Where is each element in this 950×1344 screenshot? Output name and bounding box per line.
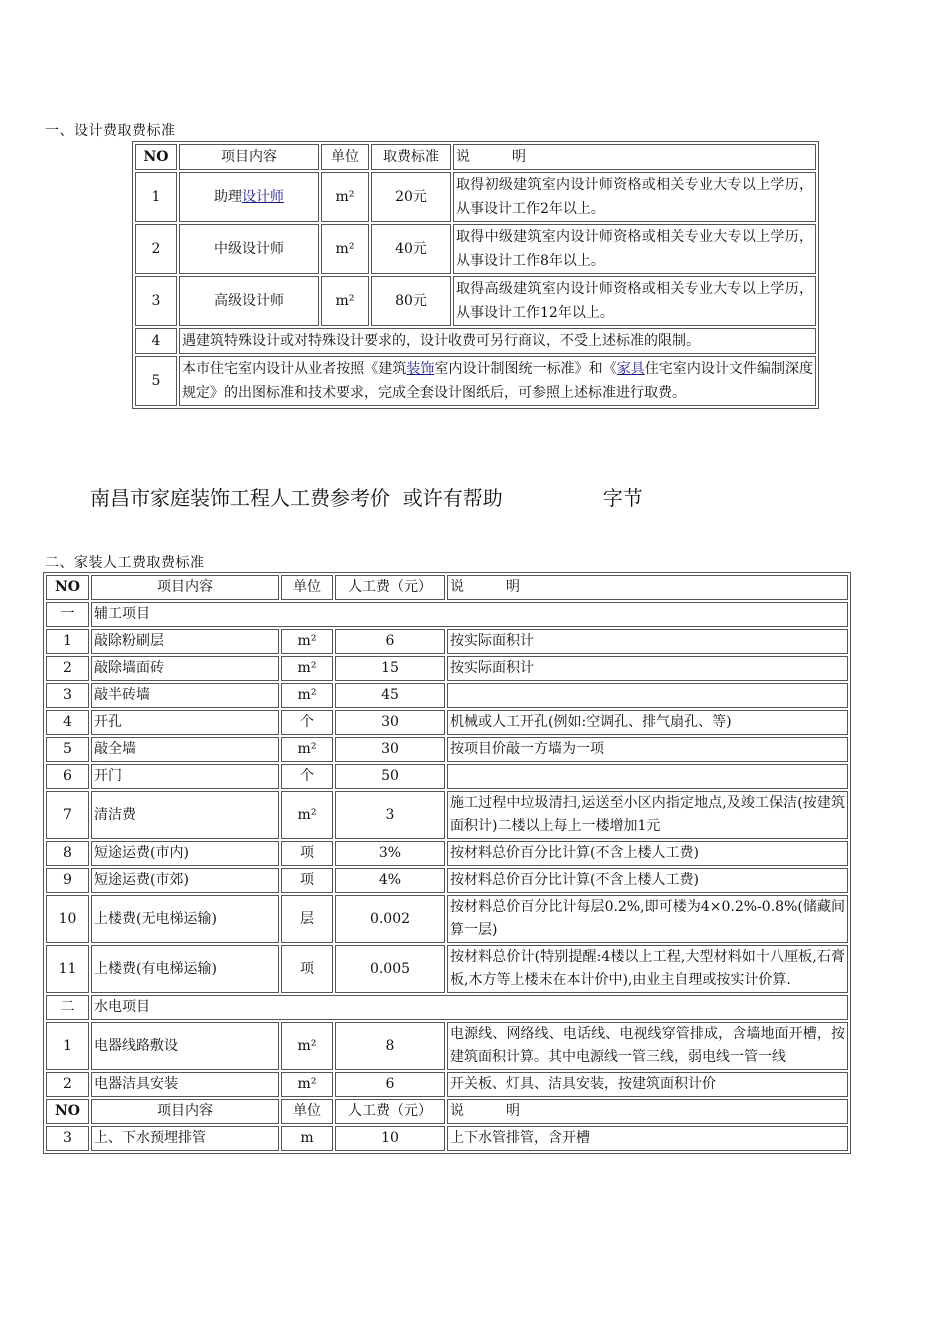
header-no: NO bbox=[135, 144, 177, 170]
row-no: 11 bbox=[46, 945, 89, 993]
header-desc: 说 明 bbox=[447, 1099, 848, 1124]
row-fee: 0.005 bbox=[335, 945, 445, 993]
table-row bbox=[46, 1022, 848, 1070]
design-fee-table bbox=[132, 141, 819, 409]
row-fee: 20元 bbox=[371, 172, 451, 222]
row-item: 敲全墙 bbox=[91, 737, 279, 762]
row-fee: 40元 bbox=[371, 224, 451, 274]
row-item: 上楼费(有电梯运输) bbox=[91, 945, 279, 993]
labor-fee-table bbox=[43, 572, 851, 1154]
row-no: 1 bbox=[46, 1022, 89, 1070]
header-unit: 单位 bbox=[281, 575, 333, 600]
table-row bbox=[46, 629, 848, 654]
header-no: NO bbox=[46, 575, 89, 600]
row-unit: m² bbox=[281, 1072, 333, 1097]
header-unit: 单位 bbox=[321, 144, 369, 170]
row-desc: 取得中级建筑室内设计师资格或相关专业大专以上学历，从事设计工作8年以上。 bbox=[453, 224, 816, 274]
table-row bbox=[46, 656, 848, 681]
header-item: 项目内容 bbox=[91, 1099, 279, 1124]
table-row bbox=[135, 328, 816, 354]
row-desc: 机械或人工开孔(例如:空调孔、排气扇孔、等) bbox=[447, 710, 848, 735]
row-no: 1 bbox=[46, 629, 89, 654]
header-item: 项目内容 bbox=[91, 575, 279, 600]
row-item: 上、下水预埋排管 bbox=[91, 1126, 279, 1151]
row-unit: m² bbox=[281, 791, 333, 839]
row-unit: m bbox=[281, 1126, 333, 1151]
row-desc: 按材料总价百分比计算(不含上楼人工费) bbox=[447, 868, 848, 893]
row-item: 电器线路敷设 bbox=[91, 1022, 279, 1070]
table-header-row bbox=[46, 1099, 848, 1124]
header-unit: 单位 bbox=[281, 1099, 333, 1124]
table-row bbox=[46, 1072, 848, 1097]
header-fee: 取费标准 bbox=[371, 144, 451, 170]
row-no: 9 bbox=[46, 868, 89, 893]
group-no: 一 bbox=[46, 602, 89, 627]
section1-title: 一、设计费取费标准 bbox=[45, 123, 176, 139]
header-desc: 说 明 bbox=[453, 144, 816, 170]
row-no: 8 bbox=[46, 841, 89, 866]
row-unit: m² bbox=[281, 683, 333, 708]
row-fee: 6 bbox=[335, 1072, 445, 1097]
note-text: 室内设计制图统一标准》和《 bbox=[434, 361, 617, 377]
row-item: 敲半砖墙 bbox=[91, 683, 279, 708]
row-desc: 按材料总价百分比计每层0.2%,即可楼为4×0.2%-0.8%(储藏间算一层) bbox=[447, 895, 848, 943]
table-row bbox=[46, 683, 848, 708]
table-row bbox=[46, 841, 848, 866]
row-desc: 按项目价敲一方墙为一项 bbox=[447, 737, 848, 762]
row-desc: 按实际面积计 bbox=[447, 656, 848, 681]
row-desc bbox=[447, 683, 848, 708]
row-no: 5 bbox=[46, 737, 89, 762]
group-name: 辅工项目 bbox=[91, 602, 848, 627]
furniture-link[interactable]: 家具 bbox=[616, 361, 645, 377]
header-item: 项目内容 bbox=[179, 144, 319, 170]
row-no: 2 bbox=[135, 224, 177, 274]
row-unit: m² bbox=[281, 1022, 333, 1070]
table-row bbox=[135, 224, 816, 274]
row-desc: 按材料总价计(特别提醒:4楼以上工程,大型材料如十八厘板,石膏板,木方等上楼未在本计价中),由业主自理或按实计价算. bbox=[447, 945, 848, 993]
group-no: 二 bbox=[46, 995, 89, 1020]
row-item: 中级设计师 bbox=[179, 224, 319, 274]
row-no: 3 bbox=[135, 276, 177, 326]
table-row bbox=[46, 764, 848, 789]
row-desc: 按实际面积计 bbox=[447, 629, 848, 654]
row-item: 电器洁具安装 bbox=[91, 1072, 279, 1097]
row-note: 遇建筑特殊设计或对特殊设计要求的，设计收费可另行商议，不受上述标准的限制。 bbox=[179, 328, 816, 354]
row-fee: 15 bbox=[335, 656, 445, 681]
row-item: 清洁费 bbox=[91, 791, 279, 839]
row-item: 敲除墙面砖 bbox=[91, 656, 279, 681]
row-desc: 电源线、网络线、电话线、电视线穿管排成，含墙地面开槽，按建筑面积计算。其中电源线一管三线，弱电线一管一线 bbox=[447, 1022, 848, 1070]
row-fee: 3 bbox=[335, 791, 445, 839]
table-row bbox=[46, 895, 848, 943]
row-no: 1 bbox=[135, 172, 177, 222]
row-unit: 项 bbox=[281, 841, 333, 866]
row-fee: 30 bbox=[335, 710, 445, 735]
row-unit: 项 bbox=[281, 868, 333, 893]
group-row bbox=[46, 602, 848, 627]
header-fee: 人工费（元） bbox=[335, 1099, 445, 1124]
table-row bbox=[46, 868, 848, 893]
table-row bbox=[135, 356, 816, 406]
row-item: 短途运费(市内) bbox=[91, 841, 279, 866]
row-desc: 按材料总价百分比计算(不含上楼人工费) bbox=[447, 841, 848, 866]
table-header-row bbox=[135, 144, 816, 170]
row-desc: 上下水管排管，含开槽 bbox=[447, 1126, 848, 1151]
row-desc: 取得初级建筑室内设计师资格或相关专业大专以上学历，从事设计工作2年以上。 bbox=[453, 172, 816, 222]
group-row bbox=[46, 995, 848, 1020]
table-row bbox=[46, 737, 848, 762]
row-item: 开孔 bbox=[91, 710, 279, 735]
designer-link[interactable]: 设计师 bbox=[242, 189, 284, 205]
header-desc: 说 明 bbox=[447, 575, 848, 600]
note-text: 住宅室内设计文件编制深度规定》的出图标准和技术要求，完成全套设计图纸后，可参照上述标准进行取费。 bbox=[182, 361, 814, 401]
row-fee: 30 bbox=[335, 737, 445, 762]
page-heading bbox=[90, 482, 643, 511]
row-unit: 个 bbox=[281, 710, 333, 735]
row-unit: m² bbox=[281, 656, 333, 681]
row-desc: 取得高级建筑室内设计师资格或相关专业大专以上学历，从事设计工作12年以上。 bbox=[453, 276, 816, 326]
table-row bbox=[46, 945, 848, 993]
row-unit: m² bbox=[321, 172, 369, 222]
row-item: 开门 bbox=[91, 764, 279, 789]
row-item: 上楼费(无电梯运输) bbox=[91, 895, 279, 943]
row-no: 6 bbox=[46, 764, 89, 789]
row-no: 3 bbox=[46, 1126, 89, 1151]
row-unit: m² bbox=[321, 276, 369, 326]
row-desc bbox=[447, 764, 848, 789]
header-no: NO bbox=[46, 1099, 89, 1124]
note-text: 本市住宅室内设计从业者按照《建筑 bbox=[182, 361, 407, 377]
row-no: 10 bbox=[46, 895, 89, 943]
row-fee: 50 bbox=[335, 764, 445, 789]
table-row bbox=[135, 172, 816, 222]
table-row bbox=[46, 1126, 848, 1151]
row-no: 7 bbox=[46, 791, 89, 839]
row-no: 4 bbox=[46, 710, 89, 735]
row-fee: 0.002 bbox=[335, 895, 445, 943]
heading-text: 南昌市家庭装饰工程人工费参考价 或许有帮助 bbox=[90, 486, 503, 510]
row-fee: 8 bbox=[335, 1022, 445, 1070]
row-unit: 个 bbox=[281, 764, 333, 789]
row-no: 4 bbox=[135, 328, 177, 354]
row-fee: 10 bbox=[335, 1126, 445, 1151]
decoration-link[interactable]: 装饰 bbox=[406, 361, 435, 377]
section2-title: 二、家装人工费取费标准 bbox=[45, 555, 205, 571]
item-prefix: 助理 bbox=[214, 189, 242, 205]
table-header-row bbox=[46, 575, 848, 600]
row-desc: 施工过程中垃圾清扫,运送至小区内指定地点,及竣工保洁(按建筑面积计)二楼以上每上一楼增加1元 bbox=[447, 791, 848, 839]
row-fee: 45 bbox=[335, 683, 445, 708]
row-fee: 4% bbox=[335, 868, 445, 893]
row-fee: 3% bbox=[335, 841, 445, 866]
row-unit: m² bbox=[281, 737, 333, 762]
table-row bbox=[46, 710, 848, 735]
table-row bbox=[135, 276, 816, 326]
row-item bbox=[179, 172, 319, 222]
row-no: 5 bbox=[135, 356, 177, 406]
row-desc: 开关板、灯具、洁具安装，按建筑面积计价 bbox=[447, 1072, 848, 1097]
group-name: 水电项目 bbox=[91, 995, 848, 1020]
row-unit: m² bbox=[321, 224, 369, 274]
row-unit: m² bbox=[281, 629, 333, 654]
row-item: 短途运费(市郊) bbox=[91, 868, 279, 893]
row-unit: 项 bbox=[281, 945, 333, 993]
row-note bbox=[179, 356, 816, 406]
row-unit: 层 bbox=[281, 895, 333, 943]
row-no: 2 bbox=[46, 1072, 89, 1097]
heading-extra: 字节 bbox=[602, 486, 643, 510]
row-no: 2 bbox=[46, 656, 89, 681]
row-item: 高级设计师 bbox=[179, 276, 319, 326]
header-fee: 人工费（元） bbox=[335, 575, 445, 600]
row-item: 敲除粉刷层 bbox=[91, 629, 279, 654]
row-fee: 80元 bbox=[371, 276, 451, 326]
table-row bbox=[46, 791, 848, 839]
row-fee: 6 bbox=[335, 629, 445, 654]
row-no: 3 bbox=[46, 683, 89, 708]
